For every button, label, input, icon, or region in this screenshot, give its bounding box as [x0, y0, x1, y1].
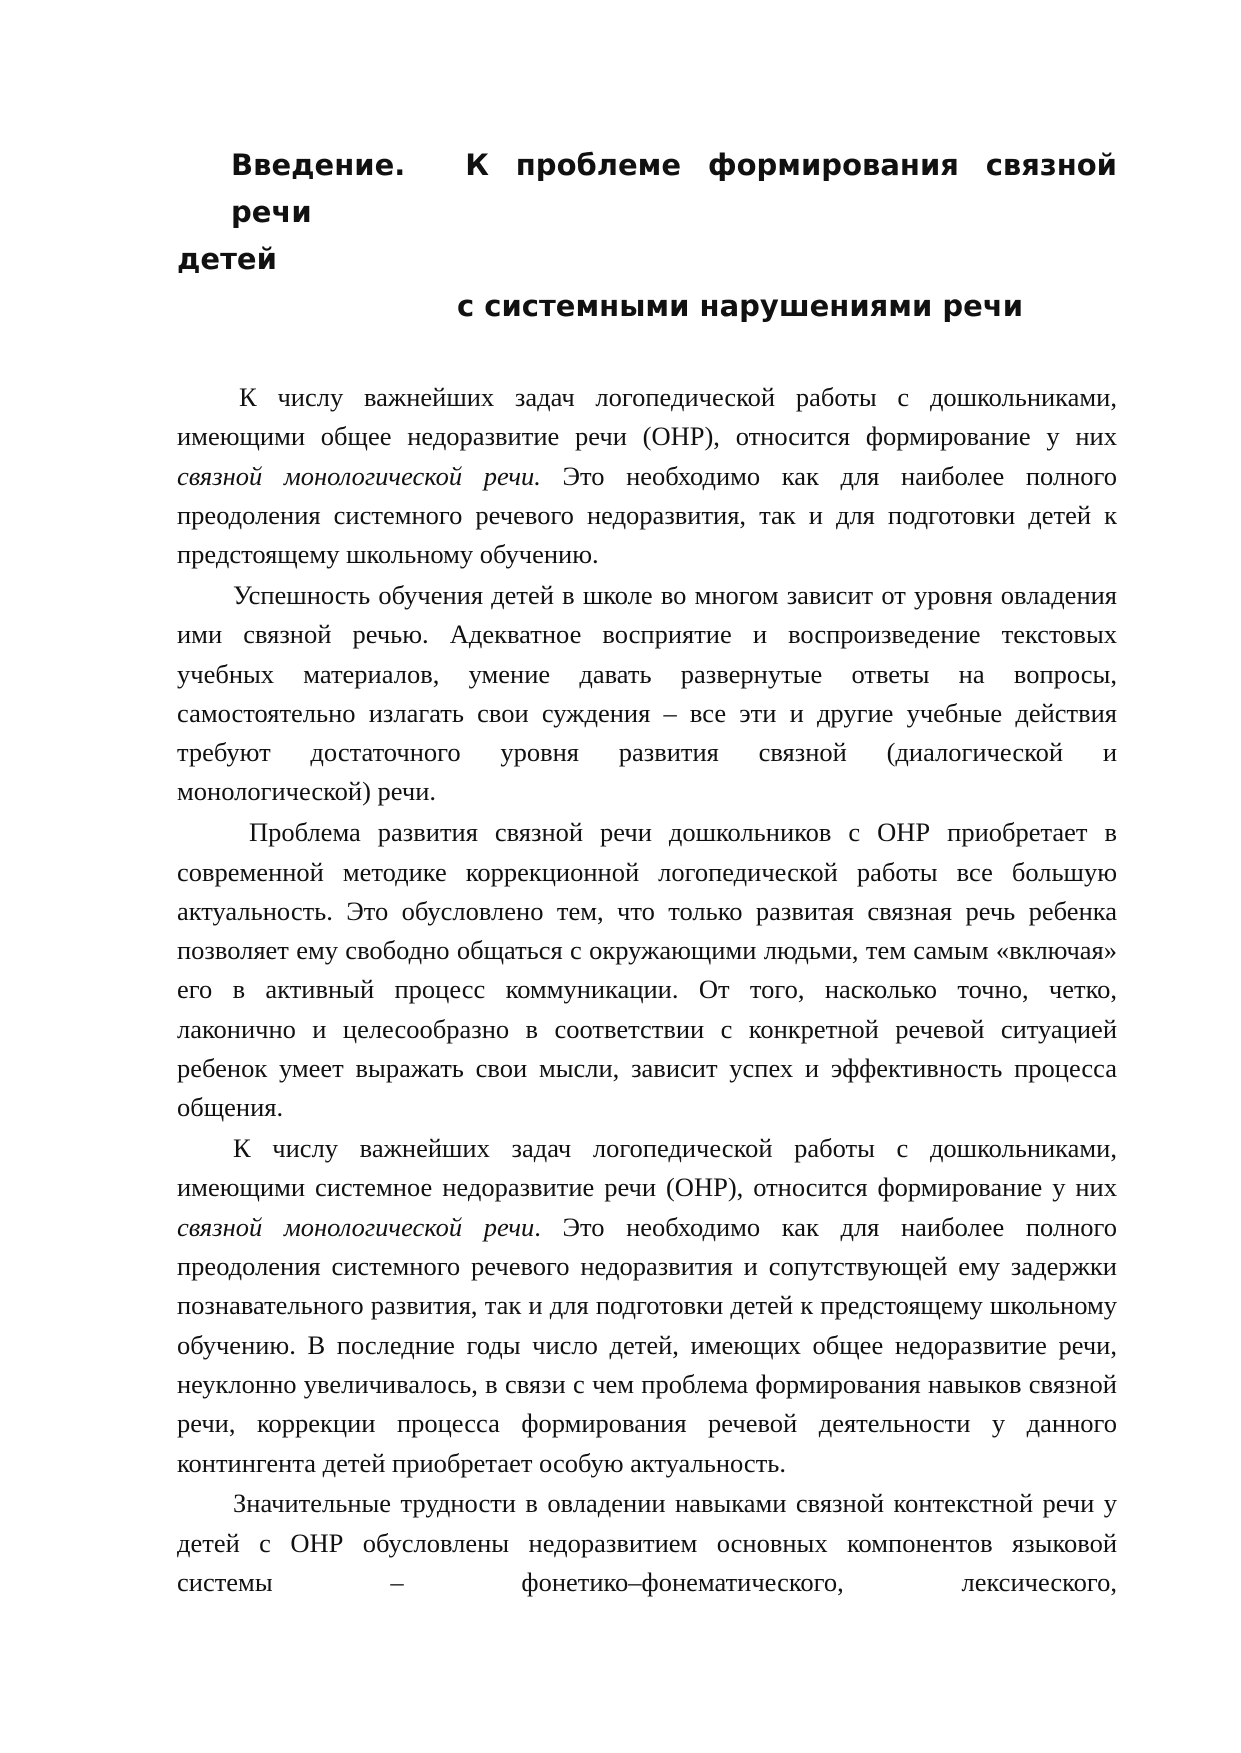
paragraph-1-italic: связной монологической речи.	[177, 460, 541, 491]
paragraph-5-text: Значительные трудности в овладении навыками связной контекстной речи у детей с ОНР обусловлены недоразвитием основных компонентов языковой системы – фонетико–фонематического, лексического,	[177, 1488, 1117, 1597]
paragraph-5	[177, 1484, 1117, 1602]
title-line-3	[177, 283, 1117, 330]
title-part-2: К проблеме формирования связной речи	[231, 148, 1117, 229]
paragraph-4-italic: связной монологической речи	[177, 1211, 535, 1242]
paragraph-2-text: Успешность обучения детей в школе во многом зависит от уровня овладения ими связной речью. Адекватное восприятие и воспроизведение текстовых учебных материалов, умение давать развернутые ответы на вопросы, самостоятельно излагать свои суждения – все эти и другие учебные действия требуют достаточного уровня развития связной (диалогической и монологической) речи.	[177, 579, 1117, 807]
title-part-3: детей	[177, 242, 277, 276]
paragraph-2	[177, 576, 1117, 812]
title-part-1: Введение.	[231, 148, 406, 182]
document-body	[177, 378, 1117, 1602]
paragraph-1-text-before: К числу важнейших задач логопедической работы с дошкольниками, имеющими общее недоразвитие речи (ОНР), относится формирование у них	[177, 382, 1117, 452]
paragraph-3-text: Проблема развития связной речи дошкольников с ОНР приобретает в современной методике коррекционной логопедической работы все большую актуальность. Это обусловлено тем, что только развитая связная речь ребенка позволяет ему свободно общаться с окружающими людьми, тем самым «включая» его в активный процесс коммуникации. От того, насколько точно, четко, лаконично и целесообразно в соответствии с конкретной речевой ситуацией ребенок умеет выражать свои мысли, зависит успех и эффективность процесса общения.	[177, 817, 1117, 1123]
title-part-4: с системными нарушениями речи	[457, 289, 1024, 323]
document-content	[177, 142, 1117, 1602]
paragraph-1	[177, 378, 1117, 574]
paragraph-3	[177, 813, 1117, 1127]
title-line-1	[177, 142, 1117, 236]
title-line-2	[177, 236, 1117, 283]
paragraph-1-text-after: Это необходимо как для наиболее полного преодоления системного речевого недоразвития, так и для подготовки детей к предстоящему школьному обучению.	[177, 460, 1118, 570]
paragraph-4	[177, 1129, 1117, 1483]
document-title	[177, 142, 1117, 330]
paragraph-4-text-after: . Это необходимо как для наиболее полного преодоления системного речевого недоразвития и сопутствующей ему задержки познавательного развития, так и для подготовки детей к предстоящему школьному обучению. В последние годы число детей, имеющих общее недоразвитие речи, неуклонно увеличивалось, в связи с чем проблема формирования навыков связной речи, коррекции процесса формирования речевой деятельности у данного контингента детей приобретает особую актуальность.	[177, 1211, 1118, 1478]
paragraph-4-text-before: К числу важнейших задач логопедической работы с дошкольниками, имеющими системное недоразвитие речи (ОНР), относится формирование у них	[177, 1133, 1117, 1203]
